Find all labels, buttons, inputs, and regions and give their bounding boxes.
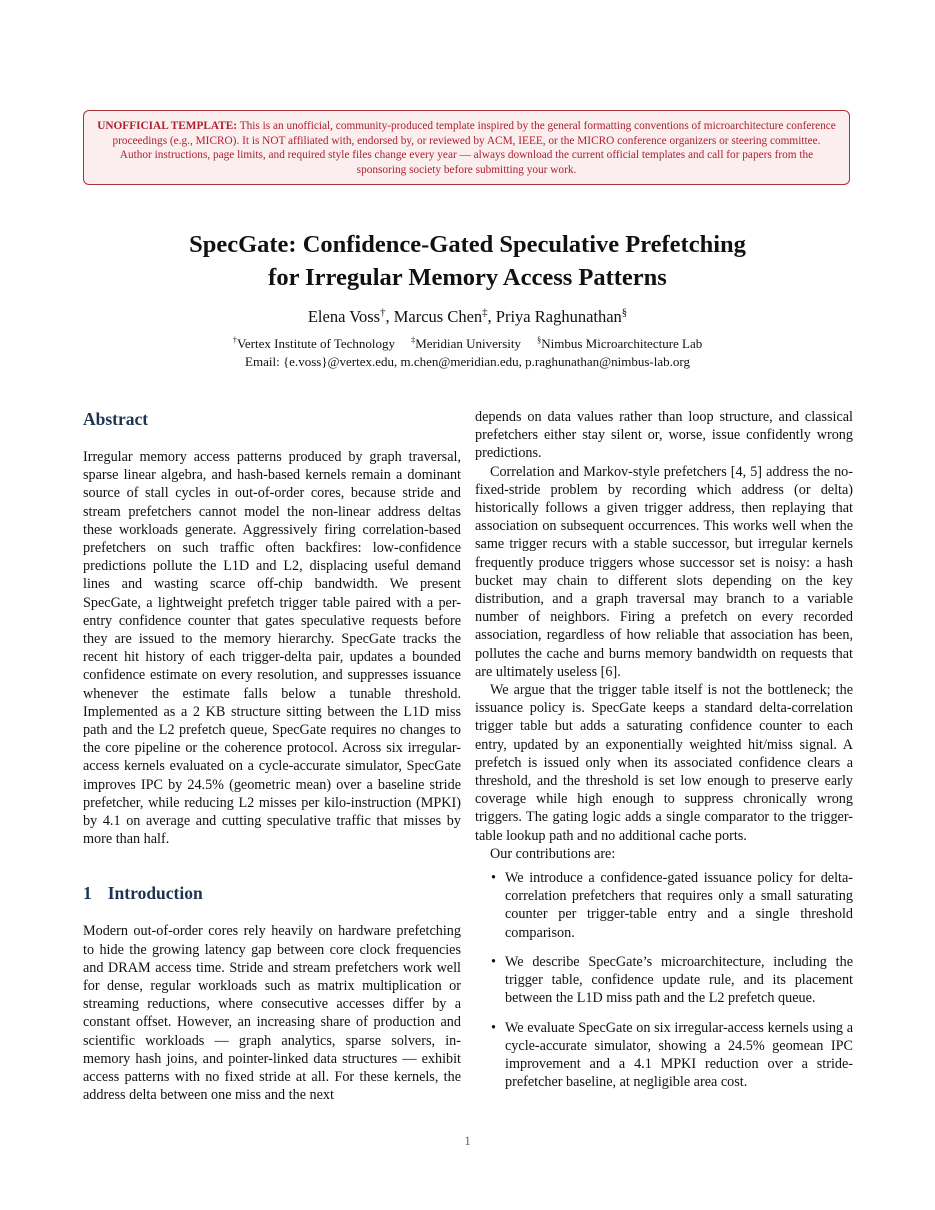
email-line: Email: {e.voss}@vertex.edu, m.chen@meridian.edu, p.raghunathan@nimbus-lab.org	[245, 354, 690, 369]
contribution-item: • We introduce a confidence-gated issuance policy for delta-correlation prefetchers that requires only a small saturating counter per trigger-table entry and a single threshold comparison.	[505, 869, 853, 942]
affiliation-mark: §	[537, 334, 542, 345]
contribution-item: • We describe SpecGate’s microarchitecture, including the trigger table, confidence update rule, and its placement between the L1D miss path and the L2 prefetch queue.	[505, 953, 853, 1008]
page-number: 1	[464, 1133, 471, 1148]
author-separator: ,	[385, 307, 394, 326]
notice-label: UNOFFICIAL TEMPLATE:	[97, 120, 238, 132]
affiliation-mark: ‡	[411, 334, 416, 345]
affiliation-name: Meridian University	[415, 336, 522, 351]
author-mark: §	[621, 306, 628, 319]
intro-paragraph-1: Modern out-of-order cores rely heavily on hardware prefetching to hide the growing latency gap between core clock frequencies and DRAM access time. Stride and stream prefetchers work well for dense, regular workloads such as matrix multiplication or streaming reductions, where consecutive accesses differ by a constant offset. However, an increasing share of production and scientific workloads — graph analytics, sparse solvers, in-memory hash joins, and pointer-linked data structures — exhibit access patterns with no fixed stride at all. For these kernels, the address delta between one miss and the next	[83, 923, 461, 1104]
title-line-2: for Irregular Memory Access Patterns	[268, 264, 667, 291]
paper-title	[0, 228, 935, 294]
contribution-list	[475, 869, 853, 1091]
intro-paragraph-1-continued: depends on data values rather than loop structure, and classical prefetchers either stay silent or, worse, issue confidently wrong predictions.	[475, 409, 853, 462]
section-number: 1	[83, 883, 92, 904]
author-mark: †	[380, 306, 386, 319]
author-separator: ,	[487, 307, 496, 326]
intro-paragraph-3: We argue that the trigger table itself is not the bottleneck; the issuance policy is. SpecGate keeps a standard delta-correlation trigger table but adds a saturating confidence counter to each entry, updated by an exponentially weighted hit/miss signal. A prefetch is issued only when its associated confidence clears a threshold, and the threshold is set low enough to preserve early coverage while high enough to suppress chronically wrong triggers. The gating logic adds a single comparator to the trigger-table lookup path and no additional cache ports.	[475, 682, 853, 844]
unofficial-template-notice	[83, 110, 850, 185]
title-line-1: SpecGate: Confidence-Gated Speculative Prefetching	[189, 231, 746, 258]
abstract-text: Irregular memory access patterns produced by graph traversal, sparse linear algebra, and hash-based kernels remain a dominant source of stall cycles in out-of-order cores, because stride and stream prefetchers cannot model the non-linear address deltas these workloads generate. Aggressively firing correlation-based prefetchers on such traffic often backfires: low-confidence predictions pollute the L1D and L2, displacing useful demand lines and wasting scarce off-chip bandwidth. We present SpecGate, a lightweight prefetch trigger table paired with a per-entry confidence counter that gates speculative requests before they are issued to the memory hierarchy. SpecGate tracks the recent hit history of each trigger-delta pair, updates a bounded confidence estimate on every resolution, and suppresses issuance whenever the estimate falls below a tunable threshold. Implemented as a 2 KB structure sitting between the L1D miss path and the L2 prefetch queue, SpecGate requires no changes to the core pipeline or the coherence protocol. Across six irregular-access kernels evaluated on a cycle-accurate simulator, SpecGate improves IPC by 24.5% (geometric mean) over a baseline stride prefetcher, while reducing L2 misses per kilo-instruction (MPKI) by 4.1 on average and cutting speculative traffic that misses by more than half.	[83, 449, 461, 848]
intro-paragraph-2: Correlation and Markov-style prefetchers [4, 5] address the no-fixed-stride problem by recording which address (or delta) historically follows a given trigger address, then replaying that association on subsequent occurrences. This works well when the same trigger recurs with a stable successor, but irregular kernels frequently produce triggers whose successor set is noisy: a hash bucket may chain to different slots depending on the key distribution, and a graph traversal may branch to a variable number of neighbors. Firing a prefetch on every recorded association, regardless of how reliable that association has been, pollutes the cache and burns memory bandwidth on requests that are ultimately useless [6].	[475, 463, 853, 680]
affiliation-name: Nimbus Microarchitecture Lab	[541, 336, 703, 351]
author-list	[0, 307, 935, 327]
author-mark: ‡	[482, 306, 488, 319]
contribution-item: • We evaluate SpecGate on six irregular-access kernels using a cycle-accurate simulator, showing a 24.5% geomean IPC improvement and a 4.1 MPKI reduction over a stride-prefetcher baseline, at negligible area cost.	[505, 1019, 853, 1092]
left-column	[83, 408, 461, 1105]
notice-text: This is an unofficial, community-produced template inspired by the general formatting conventions of microarchitecture conference proceedings (e.g., MICRO). It is NOT affiliated with, endorsed by, or reviewed by ACM, IEEE, or the MICRO conference organizers or steering committee. Author instructions, page limits, and required style files change every year — always download the current official templates and call for papers from the sponsoring society before submitting your work.	[112, 120, 836, 176]
author-name: Priya Raghunathan	[495, 307, 622, 326]
right-column	[475, 408, 853, 1102]
affiliation-line	[0, 335, 935, 353]
introduction-heading	[83, 882, 461, 904]
author-name: Elena Voss	[307, 307, 381, 326]
abstract-heading: Abstract	[83, 409, 149, 429]
affiliations	[0, 335, 935, 371]
affiliation-name: Vertex Institute of Technology	[236, 336, 396, 351]
author-name: Marcus Chen	[393, 307, 483, 326]
affiliation-mark: †	[232, 334, 237, 345]
section-title: Introduction	[107, 883, 203, 904]
contributions-lead: Our contributions are:	[490, 845, 616, 862]
